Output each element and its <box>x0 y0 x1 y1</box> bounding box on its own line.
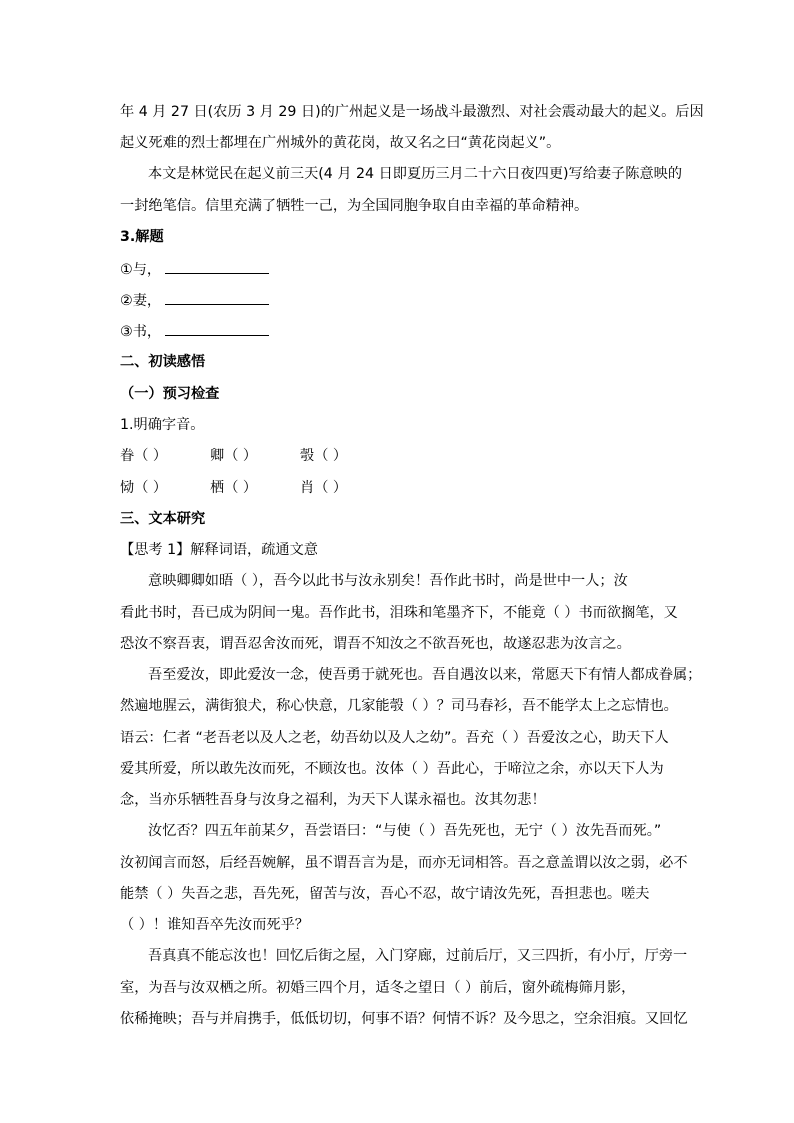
pron-item: 彀（ ） <box>300 448 348 464</box>
intro-line-1: 年 4 月 27 日(农历 3 月 29 日)的广州起义是一场战斗最激烈、对社会震动最大的起义。后因 <box>120 104 704 120</box>
text-line: 语云：仁者 “老吾老以及人之老，幼吾幼以及人之幼”。吾充（ ）吾爱汝之心，助天下人 <box>120 730 669 746</box>
pron-item: 卿（ ） <box>210 448 258 464</box>
text-line: 恐汝不察吾衷，谓吾忍舍汝而死，谓吾不知汝之不欲吾死也，故遂忍悲为汝言之。 <box>120 636 631 652</box>
jieti-item-2: ②妻， <box>120 290 269 311</box>
text-line: 爱其所爱，所以敢先汝而死，不顾汝也。汝体（ ）吾此心，于啼泣之余，亦以天下人为 <box>120 761 664 777</box>
jieti-item-3: ③书， <box>120 321 269 342</box>
intro-line-3: 本文是林觉民在起义前三天(4 月 24 日即夏历三月二十六日夜四更)写给妻子陈意映的 <box>148 166 683 182</box>
pron-item: 肖（ ） <box>300 480 348 496</box>
text-line: 意映卿卿如晤（ ），吾今以此书与汝永别矣！吾作此书时，尚是世中一人；汝 <box>148 573 628 589</box>
intro-line-2: 起义死难的烈士都埋在广州城外的黄花岗，故又名之曰“黄花岗起义”。 <box>120 135 561 151</box>
answer-blank[interactable] <box>165 321 269 336</box>
pronunciation-question: 1.明确字音。 <box>120 417 205 433</box>
text-line: 然遍地腥云，满街狼犬，称心快意，几家能彀（ ）？司马春衫，吾不能学太上之忘情也。 <box>120 698 678 714</box>
jieti-item-1: ①与， <box>120 259 269 280</box>
text-line: 汝初闻言而怒，后经吾婉解，虽不谓吾言为是，而亦无词相答。吾之意盖谓以汝之弱，必不 <box>120 855 688 871</box>
text-line: 吾至爱汝，即此爱汝一念，使吾勇于就死也。吾自遇汝以来，常愿天下有情人都成眷属； <box>148 667 702 683</box>
text-line: 吾真真不能忘汝也！回忆后街之屋，入门穿廊，过前后厅，又三四折，有小厅，厅旁一 <box>148 948 688 964</box>
text-line: 看此书时，吾已成为阴间一鬼。吾作此书，泪珠和笔墨齐下，不能竟（ ）书而欲搁笔，又 <box>120 605 678 621</box>
answer-blank[interactable] <box>165 290 269 305</box>
section2-heading: 二、初读感悟 <box>120 354 206 370</box>
pron-item: 眷（ ） <box>120 448 168 464</box>
jieti-heading: 3.解题 <box>120 229 164 245</box>
pron-item: 恸（ ） <box>120 480 168 496</box>
text-line: 能禁（ ）失吾之悲，吾先死，留苦与汝，吾心不忍，故宁请汝先死，吾担悲也。嗟夫 <box>120 886 650 902</box>
section2-subheading: （一）预习检查 <box>120 386 220 402</box>
answer-blank[interactable] <box>165 259 269 274</box>
text-line: 依稀掩映；吾与并肩携手，低低切切，何事不语？何情不诉？及今思之，空余泪痕。又回忆 <box>120 1011 688 1027</box>
text-line: （ ）！谁知吾卒先汝而死乎？ <box>120 917 309 933</box>
text-line: 室，为吾与汝双栖之所。初婚三四个月，适冬之望日（ ）前后，窗外疏梅筛月影， <box>120 980 636 996</box>
text-line: 汝忆否？四五年前某夕，吾尝语曰：“与使（ ）吾先死也，无宁（ ）汝先吾而死。” <box>148 823 662 839</box>
think-heading: 【思考 1】解释词语，疏通文意 <box>120 542 318 558</box>
text-line: 念，当亦乐牺牲吾身与汝身之福利，为天下人谋永福也。汝其勿悲！ <box>120 792 546 808</box>
pron-item: 栖（ ） <box>210 480 258 496</box>
section3-heading: 三、文本研究 <box>120 511 206 527</box>
intro-line-4: 一封绝笔信。信里充满了牺牲一己，为全国同胞争取自由幸福的革命精神。 <box>120 198 589 214</box>
